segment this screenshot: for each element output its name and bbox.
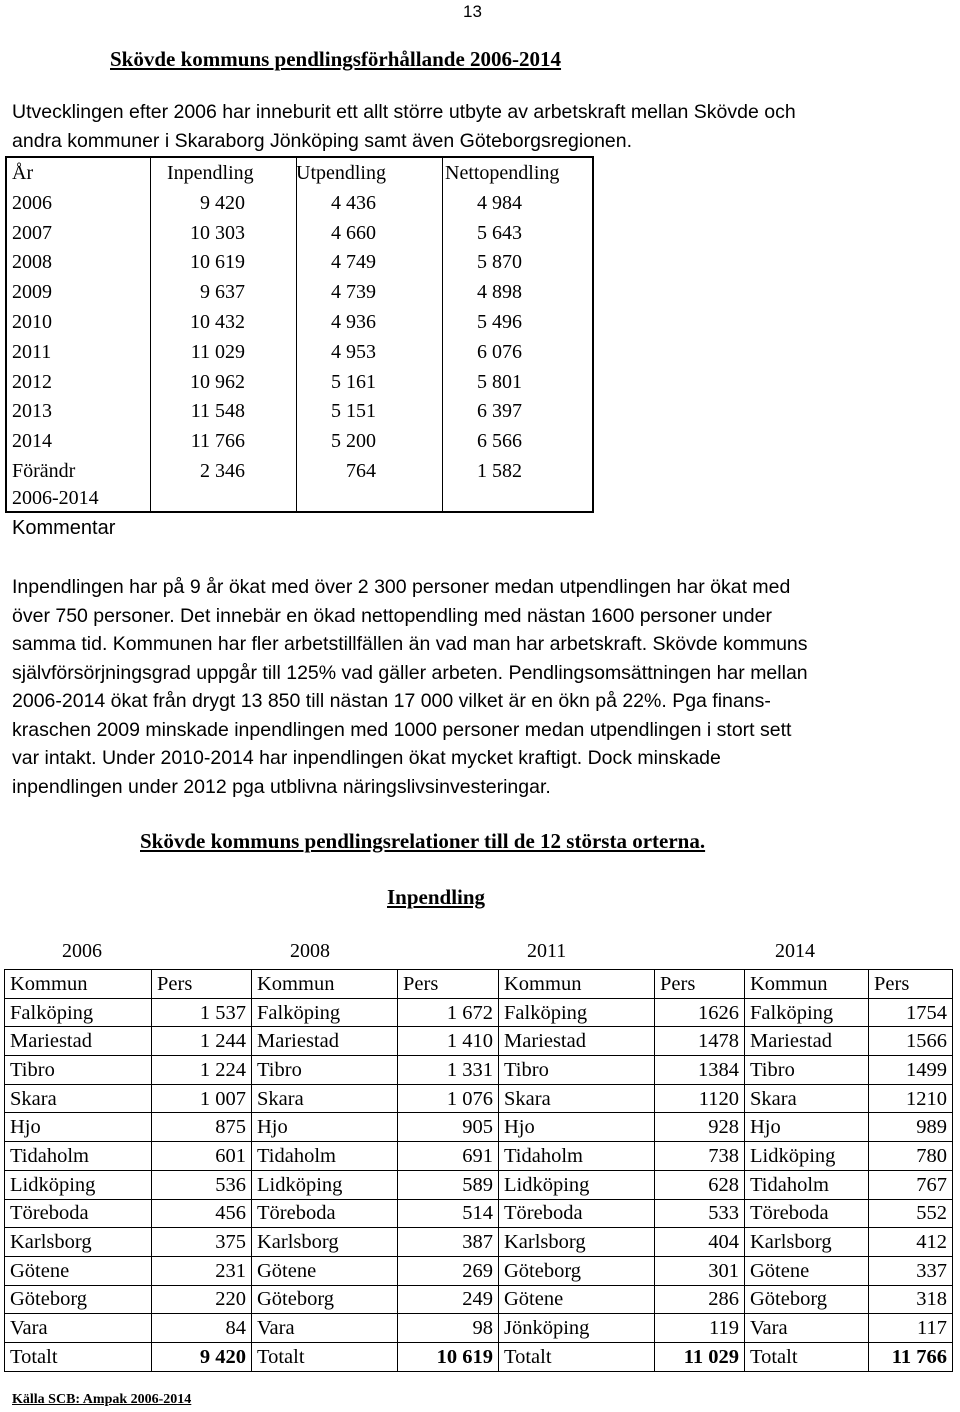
pers-cell: 10 619 (398, 1342, 499, 1371)
intro-line: Utvecklingen efter 2006 har inneburit ett allt större utbyte av arbetskraft mellan Skövde och (12, 101, 796, 123)
page-title: Skövde kommuns pendlingsförhållande 2006-2014 (110, 47, 562, 71)
kommun-cell: Götene (5, 1256, 152, 1285)
change-label: Förändr (12, 460, 76, 482)
year-cell: 2009 (12, 281, 52, 304)
kommun-cell: Falköping (252, 998, 398, 1027)
pers-cell: 119 (655, 1314, 745, 1343)
kommun-cell: Vara (5, 1314, 152, 1343)
table-row (5, 1084, 953, 1113)
kommun-cell: Vara (745, 1314, 869, 1343)
kommun-cell: Mariestad (499, 1027, 655, 1056)
commuting-summary-table (5, 156, 594, 513)
kommun-cell: Göteborg (745, 1285, 869, 1314)
year-cell: 2013 (12, 400, 52, 423)
comment-line: Inpendlingen har på 9 år ökat med över 2 300 personer medan utpendlingen har ökat med (12, 576, 791, 598)
year-label: 2008 (290, 940, 330, 962)
table-row (5, 998, 953, 1027)
year-cell: 2014 (12, 430, 52, 453)
pers-cell: 533 (655, 1199, 745, 1228)
table-header-cell: Utpendling (296, 162, 386, 184)
pers-cell: 514 (398, 1199, 499, 1228)
year-cell: 2006 (12, 191, 52, 214)
table-header-row (5, 970, 953, 999)
change-value-cell: 2 346 (200, 460, 245, 482)
value-cell: 4 436 (331, 191, 376, 214)
pers-cell: 231 (152, 1256, 252, 1285)
kommun-cell: Totalt (745, 1342, 869, 1371)
pers-cell: 404 (655, 1228, 745, 1257)
kommun-cell: Göteborg (499, 1256, 655, 1285)
pers-cell: 412 (869, 1228, 953, 1257)
kommun-cell: Götene (252, 1256, 398, 1285)
kommun-cell: Skara (745, 1084, 869, 1113)
value-cell: 4 984 (477, 191, 522, 214)
pers-cell: 1 331 (398, 1056, 499, 1085)
subsection-title: Inpendling (387, 885, 486, 909)
change-value-cell: 764 (346, 460, 376, 482)
pers-cell: 1754 (869, 998, 953, 1027)
pers-cell: 318 (869, 1285, 953, 1314)
table-row (5, 1314, 953, 1343)
comment-line: över 750 personer. Det innebär en ökad nettopendling med nästan 1600 personer under (12, 604, 772, 627)
kommun-cell: Falköping (5, 998, 152, 1027)
change-label: 2006-2014 (12, 487, 99, 509)
table-header-cell: Nettopendling (445, 162, 560, 184)
pers-cell: 84 (152, 1314, 252, 1343)
value-cell: 6 397 (477, 400, 522, 423)
pers-cell: 1626 (655, 998, 745, 1027)
pers-cell: 286 (655, 1285, 745, 1314)
comment-paragraph (12, 573, 952, 801)
value-cell: 5 496 (477, 311, 522, 333)
comment-line: kraschen 2009 minskade inpendlingen med 1000 personer medan utpendlingen i stort sett (12, 718, 792, 741)
pers-cell: 1 076 (398, 1084, 499, 1113)
value-cell: 5 161 (331, 370, 376, 393)
pers-cell: 989 (869, 1113, 953, 1142)
comment-line: inpendlingen under 2012 pga utblivna näringslivsinvesteringar. (12, 775, 551, 798)
pers-cell: 536 (152, 1170, 252, 1199)
kommun-cell: Vara (252, 1314, 398, 1343)
pers-cell: 589 (398, 1170, 499, 1199)
kommun-cell: Götene (499, 1285, 655, 1314)
pers-cell: 767 (869, 1170, 953, 1199)
pers-cell: 387 (398, 1228, 499, 1257)
value-cell: 9 420 (200, 191, 245, 214)
kommun-cell: Falköping (745, 998, 869, 1027)
year-label: 2006 (62, 940, 102, 962)
pers-cell: 780 (869, 1142, 953, 1171)
year-cell: 2010 (12, 311, 52, 333)
kommun-cell: Tidaholm (745, 1170, 869, 1199)
pers-cell: 220 (152, 1285, 252, 1314)
pers-cell: 691 (398, 1142, 499, 1171)
pers-cell: 628 (655, 1170, 745, 1199)
value-cell: 5 643 (477, 221, 522, 244)
value-cell: 5 801 (477, 370, 522, 393)
pers-cell: 875 (152, 1113, 252, 1142)
year-cell: 2007 (12, 221, 52, 244)
pers-cell: 1499 (869, 1056, 953, 1085)
kommun-cell: Karlsborg (5, 1228, 152, 1257)
year-cell: 2012 (12, 370, 52, 393)
value-cell: 4 749 (331, 251, 376, 274)
kommun-cell: Hjo (252, 1113, 398, 1142)
value-cell: 5 200 (331, 430, 376, 453)
kommun-cell: Mariestad (745, 1027, 869, 1056)
table-row (5, 1056, 953, 1085)
comment-line: var intakt. Under 2010-2014 har inpendlingen ökat mycket kraftigt. Dock minskade (12, 747, 721, 769)
pers-cell: Pers (655, 970, 745, 999)
kommun-cell: Hjo (5, 1113, 152, 1142)
pers-cell: 1566 (869, 1027, 953, 1056)
value-cell: 11 029 (190, 340, 245, 363)
value-cell: 10 962 (190, 370, 245, 393)
kommun-cell: Lidköping (252, 1170, 398, 1199)
value-cell: 10 432 (190, 311, 245, 333)
source-note: Källa SCB: Ampak 2006-2014 (12, 1392, 192, 1407)
value-cell: 10 303 (190, 221, 245, 244)
value-cell: 4 660 (331, 221, 376, 244)
kommun-cell: Töreboda (745, 1199, 869, 1228)
table-header-cell: Inpendling (167, 162, 254, 184)
pers-cell: 1120 (655, 1084, 745, 1113)
comment-label: Kommentar (12, 517, 116, 539)
value-cell: 6 566 (477, 430, 522, 453)
kommun-cell: Skara (5, 1084, 152, 1113)
pers-cell: Pers (152, 970, 252, 999)
kommun-cell: Töreboda (499, 1199, 655, 1228)
comment-line: samma tid. Kommunen har fler arbetstillfällen än vad man har arbetskraft. Skövde kommuns (12, 633, 808, 655)
pers-cell: 337 (869, 1256, 953, 1285)
kommun-cell: Tidaholm (5, 1142, 152, 1171)
pers-cell: 456 (152, 1199, 252, 1228)
pers-cell: 1 672 (398, 998, 499, 1027)
kommun-cell: Skara (499, 1084, 655, 1113)
value-cell: 6 076 (477, 340, 522, 363)
kommun-cell: Tibro (499, 1056, 655, 1085)
value-cell: 9 637 (200, 281, 245, 304)
kommun-cell: Kommun (252, 970, 398, 999)
value-cell: 5 870 (477, 251, 522, 274)
kommun-cell: Skara (252, 1084, 398, 1113)
kommun-cell: Kommun (5, 970, 152, 999)
total-row (5, 1342, 953, 1371)
kommun-cell: Lidköping (499, 1170, 655, 1199)
kommun-cell: Karlsborg (252, 1228, 398, 1257)
pers-cell: 269 (398, 1256, 499, 1285)
table-row (5, 1199, 953, 1228)
pers-cell: 1 224 (152, 1056, 252, 1085)
kommun-cell: Tidaholm (252, 1142, 398, 1171)
comment-line: 2006-2014 ökat från drygt 13 850 till nästan 17 000 vilket är en ökn på 22%. Pga finans- (12, 690, 771, 712)
kommun-cell: Tibro (5, 1056, 152, 1085)
value-cell: 4 739 (331, 281, 376, 304)
pers-cell: 1 537 (152, 998, 252, 1027)
inpendling-table (4, 969, 953, 1372)
pers-cell: 375 (152, 1228, 252, 1257)
kommun-cell: Lidköping (5, 1170, 152, 1199)
section-title: Skövde kommuns pendlingsrelationer till de 12 största orterna. (140, 829, 706, 853)
intro-line: andra kommuner i Skaraborg Jönköping samt även Göteborgsregionen. (12, 130, 633, 152)
pers-cell: 1384 (655, 1056, 745, 1085)
value-cell: 4 953 (331, 340, 376, 363)
kommun-cell: Tibro (252, 1056, 398, 1085)
kommun-cell: Töreboda (5, 1199, 152, 1228)
value-cell: 11 548 (190, 400, 245, 423)
table-row (5, 1170, 953, 1199)
kommun-cell: Jönköping (499, 1314, 655, 1343)
value-cell: 4 936 (331, 311, 376, 333)
kommun-cell: Totalt (499, 1342, 655, 1371)
table-row (5, 1285, 953, 1314)
year-label: 2011 (527, 940, 567, 962)
kommun-cell: Töreboda (252, 1199, 398, 1228)
kommun-cell: Falköping (499, 998, 655, 1027)
pers-cell: 98 (398, 1314, 499, 1343)
kommun-cell: Hjo (745, 1113, 869, 1142)
kommun-cell: Karlsborg (499, 1228, 655, 1257)
pers-cell: Pers (398, 970, 499, 999)
kommun-cell: Lidköping (745, 1142, 869, 1171)
pers-cell: 928 (655, 1113, 745, 1142)
table-row (5, 1256, 953, 1285)
pers-cell: 11 766 (869, 1342, 953, 1371)
page-number: 13 (463, 2, 482, 21)
pers-cell: 905 (398, 1113, 499, 1142)
pers-cell: 1210 (869, 1084, 953, 1113)
pers-cell: 1 244 (152, 1027, 252, 1056)
change-value-cell: 1 582 (477, 460, 522, 482)
intro-paragraph (12, 98, 947, 156)
pers-cell: 301 (655, 1256, 745, 1285)
year-cell: 2011 (12, 340, 52, 363)
pers-cell: 601 (152, 1142, 252, 1171)
year-label: 2014 (775, 940, 815, 962)
kommun-cell: Kommun (499, 970, 655, 999)
value-cell: 5 151 (331, 400, 376, 423)
kommun-cell: Totalt (5, 1342, 152, 1371)
pers-cell: 1 007 (152, 1084, 252, 1113)
table-row (5, 1027, 953, 1056)
table-row (5, 1113, 953, 1142)
table-header-cell: År (12, 162, 34, 184)
pers-cell: 1 410 (398, 1027, 499, 1056)
kommun-cell: Tibro (745, 1056, 869, 1085)
pers-cell: 738 (655, 1142, 745, 1171)
pers-cell: 117 (869, 1314, 953, 1343)
pers-cell: 1478 (655, 1027, 745, 1056)
pers-cell: 249 (398, 1285, 499, 1314)
value-cell: 10 619 (190, 251, 245, 274)
kommun-cell: Hjo (499, 1113, 655, 1142)
pers-cell: 11 029 (655, 1342, 745, 1371)
kommun-cell: Totalt (252, 1342, 398, 1371)
value-cell: 4 898 (477, 281, 522, 304)
table-row (5, 1228, 953, 1257)
value-cell: 11 766 (190, 430, 245, 453)
kommun-cell: Götene (745, 1256, 869, 1285)
kommun-cell: Göteborg (5, 1285, 152, 1314)
pers-cell: 552 (869, 1199, 953, 1228)
kommun-cell: Mariestad (252, 1027, 398, 1056)
kommun-cell: Tidaholm (499, 1142, 655, 1171)
kommun-cell: Göteborg (252, 1285, 398, 1314)
comment-line: självförsörjningsgrad uppgår till 125% vad gäller arbeten. Pendlingsomsättningen har mellan (12, 661, 808, 684)
table-row (5, 1142, 953, 1171)
kommun-cell: Karlsborg (745, 1228, 869, 1257)
kommun-cell: Kommun (745, 970, 869, 999)
pers-cell: 9 420 (152, 1342, 252, 1371)
year-cell: 2008 (12, 251, 52, 274)
pers-cell: Pers (869, 970, 953, 999)
kommun-cell: Mariestad (5, 1027, 152, 1056)
